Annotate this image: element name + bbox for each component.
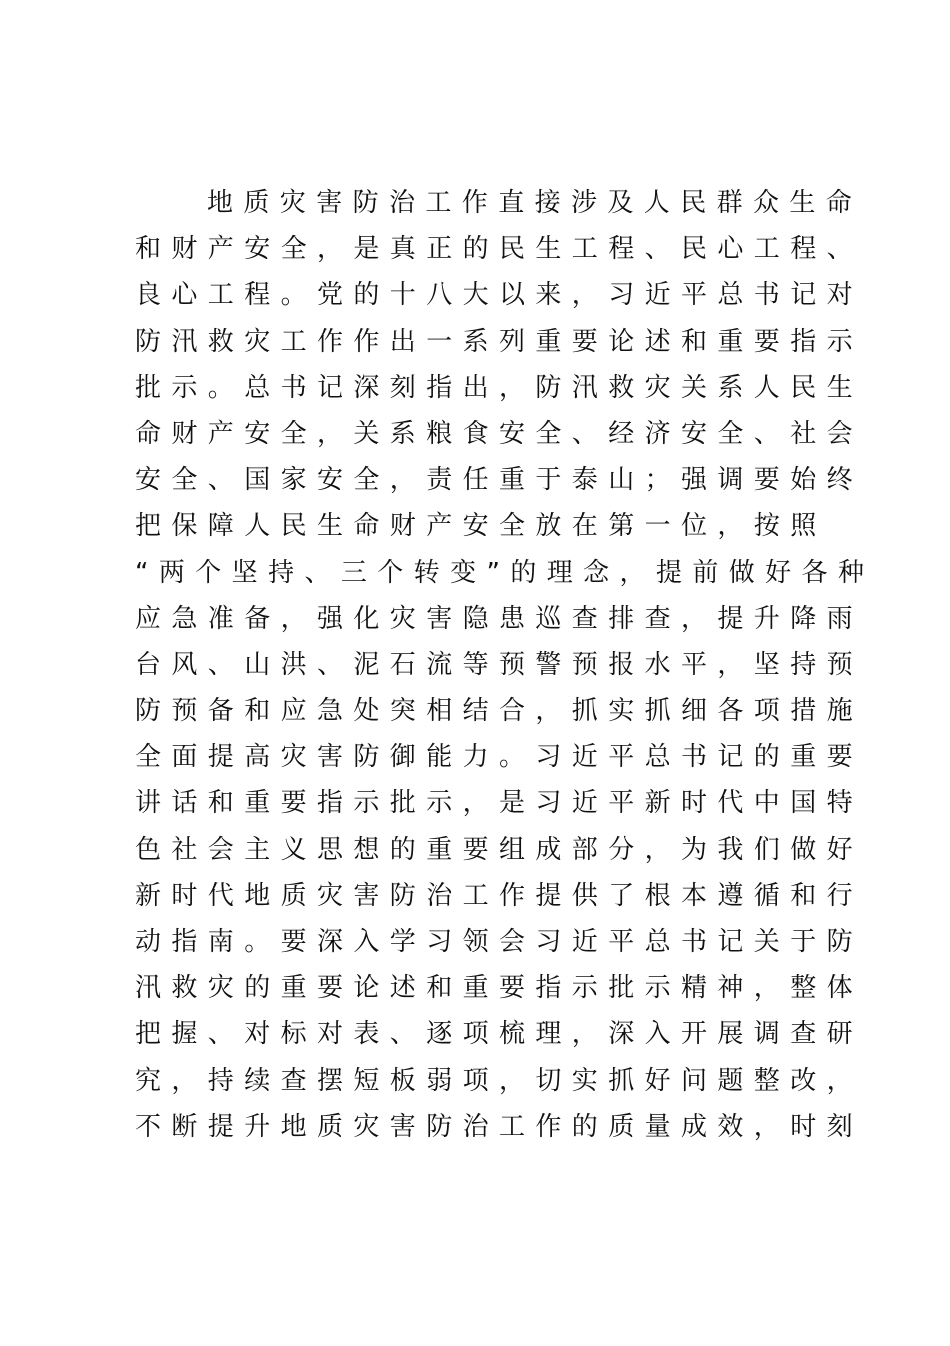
paragraph-line: 应急准备，强化灾害隐患巡查排查，提升降雨 bbox=[135, 603, 864, 634]
paragraph-line: 良心工程。党的十八大以来，习近平总书记对 bbox=[135, 280, 864, 311]
paragraph-line: 防预备和应急处突相结合，抓实抓细各项措施 bbox=[135, 696, 864, 727]
paragraph-line: 把保障人民生命财产安全放在第一位，按照 bbox=[135, 511, 827, 542]
paragraph-line: 地质灾害防治工作直接涉及人民群众生命 bbox=[207, 188, 863, 218]
body-paragraph bbox=[135, 180, 875, 1150]
paragraph-line: 不断提升地质灾害防治工作的质量成效，时刻 bbox=[135, 1111, 864, 1142]
paragraph-line: 汛救灾的重要论述和重要指示批示精神，整体 bbox=[135, 973, 864, 1004]
paragraph-line: 命财产安全，关系粮食安全、经济安全、社会 bbox=[135, 418, 864, 449]
paragraph-line: 色社会主义思想的重要组成部分，为我们做好 bbox=[135, 834, 864, 865]
paragraph-line: 把握、对标对表、逐项梳理，深入开展调查研 bbox=[135, 1019, 864, 1050]
paragraph-line: 台风、山洪、泥石流等预警预报水平，坚持预 bbox=[135, 649, 864, 680]
paragraph-line: 讲话和重要指示批示，是习近平新时代中国特 bbox=[135, 788, 864, 819]
paragraph-line: 防汛救灾工作作出一系列重要论述和重要指示 bbox=[135, 326, 864, 357]
paragraph-line: 动指南。要深入学习领会习近平总书记关于防 bbox=[135, 927, 864, 957]
paragraph-line: 全面提高灾害防御能力。习近平总书记的重要 bbox=[135, 742, 864, 773]
paragraph-line: 和财产安全，是真正的民生工程、民心工程、 bbox=[135, 234, 864, 265]
paragraph-line: “两个坚持、三个转变”的理念，提前做好各种 bbox=[135, 557, 875, 588]
paragraph-line: 批示。总书记深刻指出，防汛救灾关系人民生 bbox=[135, 372, 864, 403]
paragraph-line: 安全、国家安全，责任重于泰山；强调要始终 bbox=[135, 465, 864, 496]
paragraph-line: 新时代地质灾害防治工作提供了根本遵循和行 bbox=[135, 880, 864, 911]
paragraph-line: 究，持续查摆短板弱项，切实抓好问题整改， bbox=[135, 1065, 864, 1096]
